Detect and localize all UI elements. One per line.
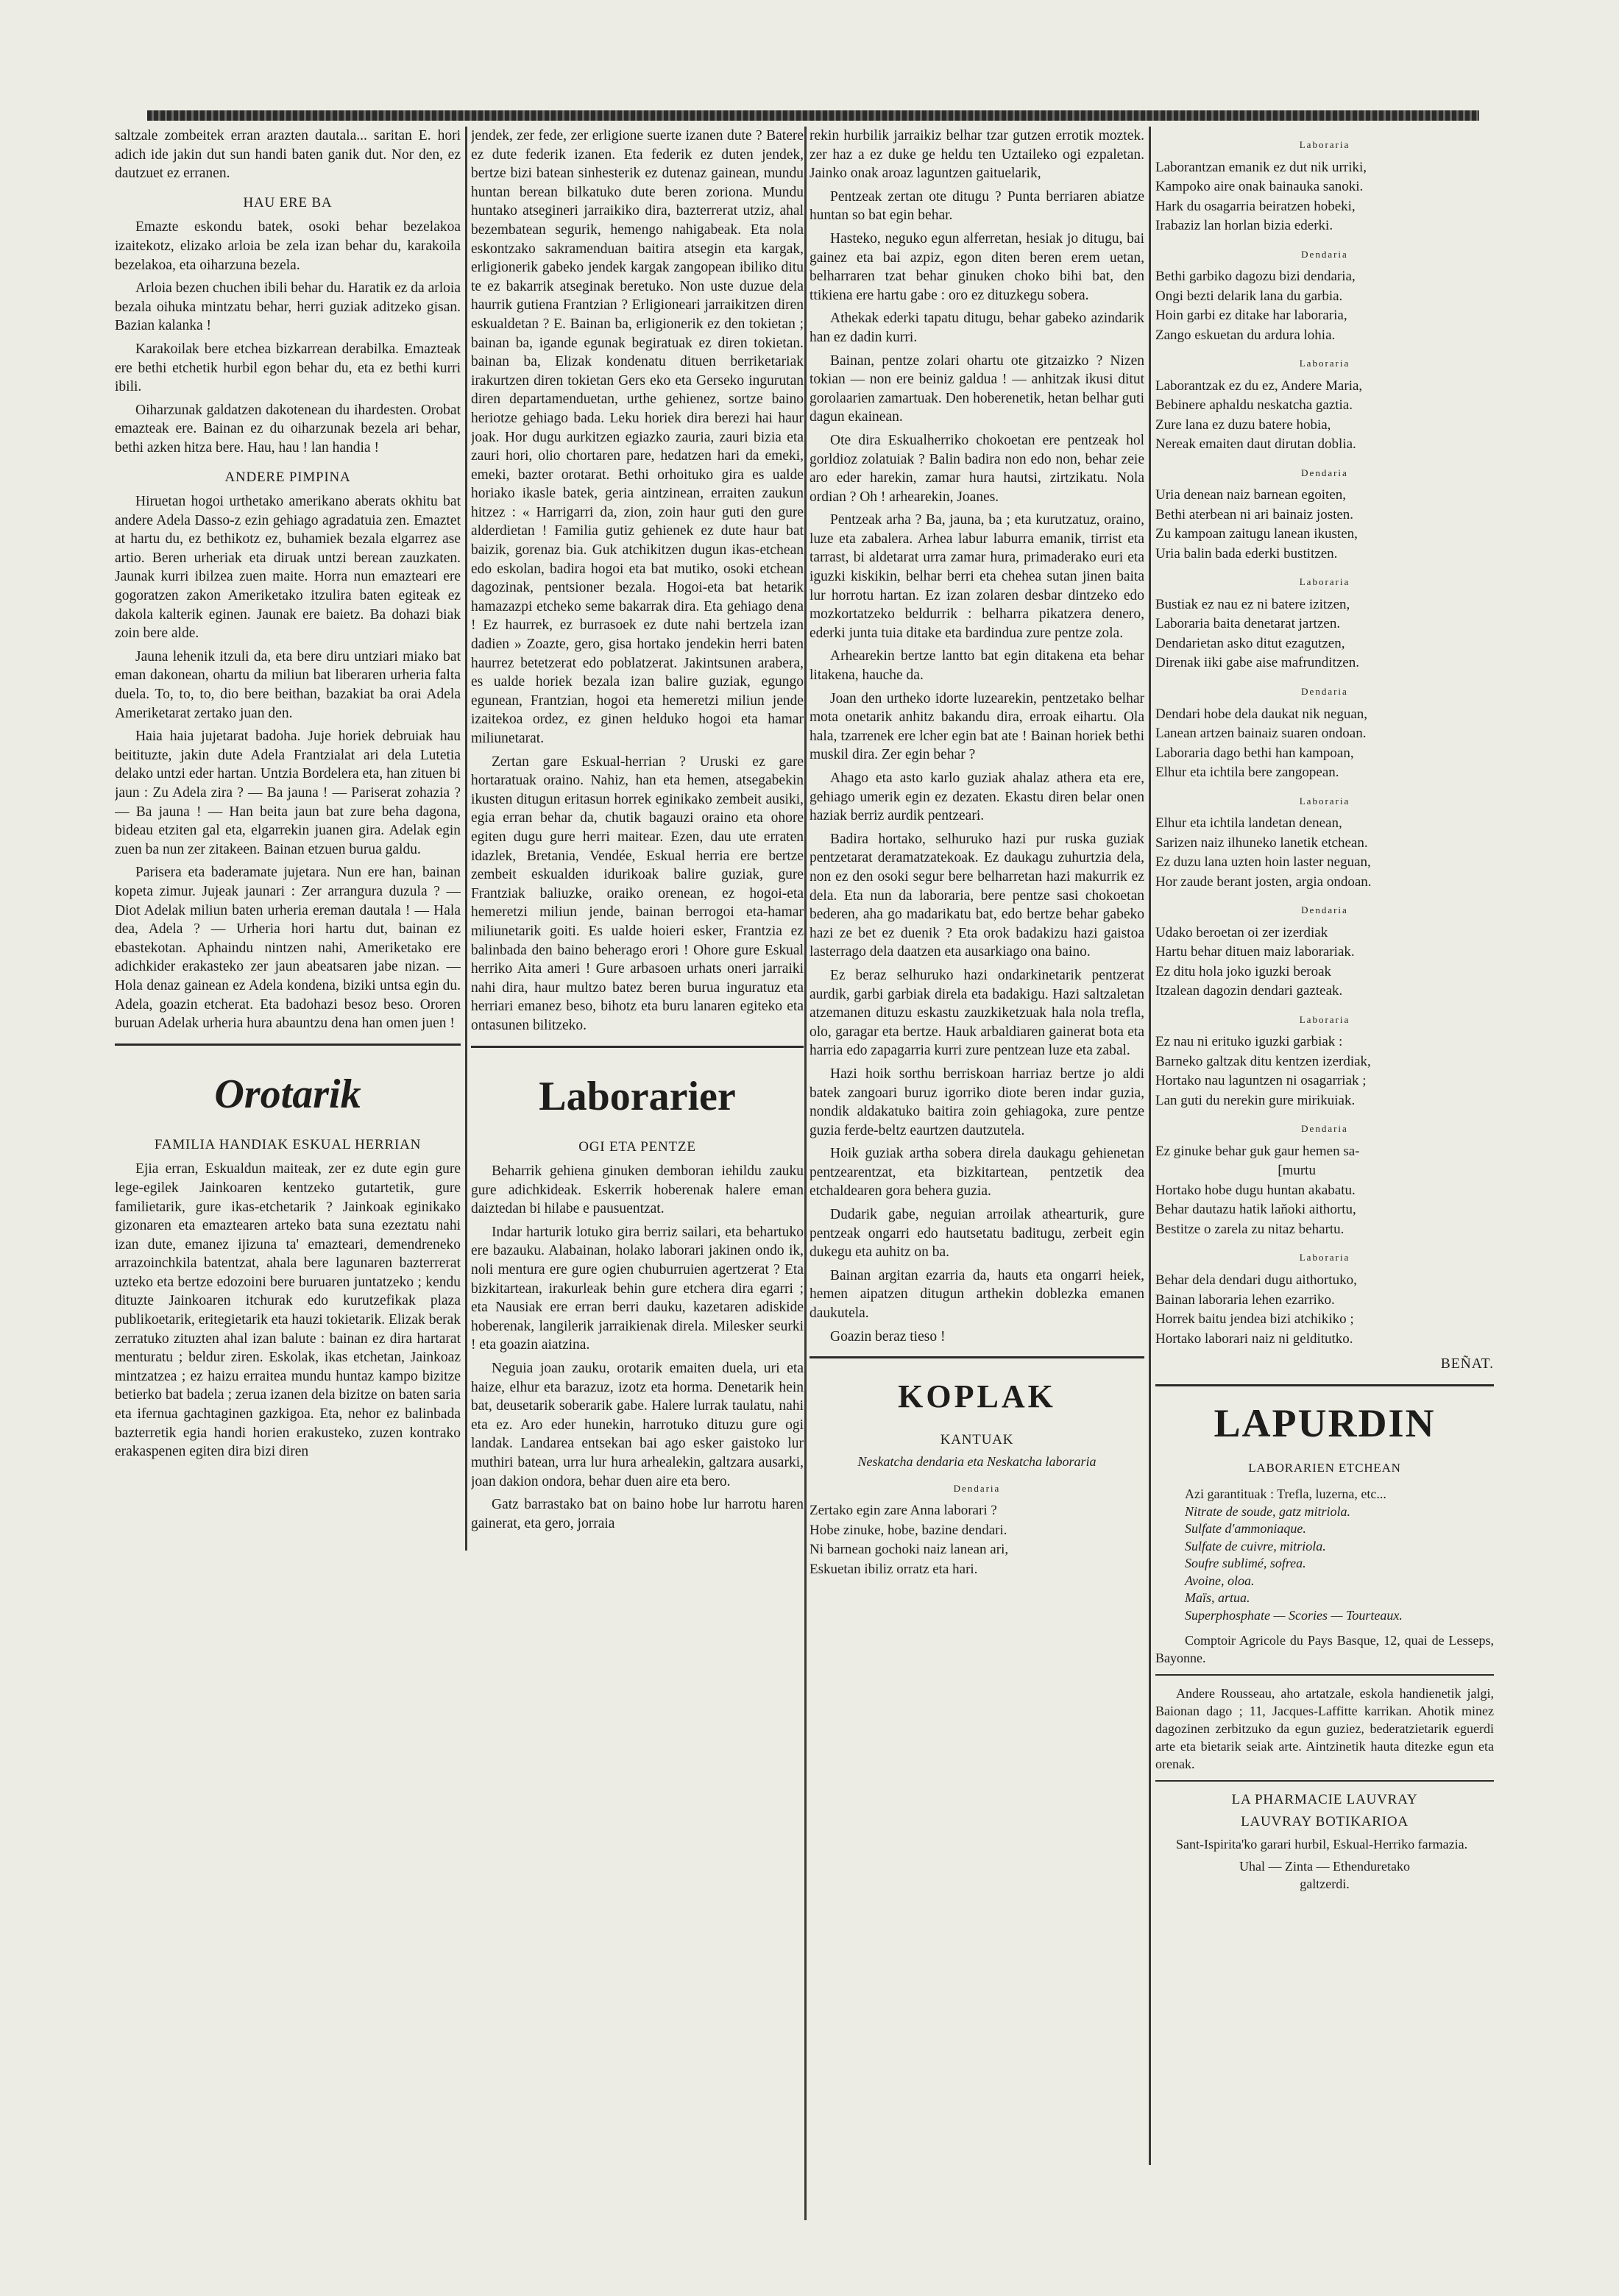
paragraph: Gatz barrastako bat on baino hobe lur harrotu haren gainerat, eta gero, jorraia (471, 1497, 804, 1531)
verse-line: Laborantzan emanik ez dut nik urriki, (1155, 159, 1367, 175)
ad-heading: LA PHARMACIE LAUVRAY (1231, 1792, 1418, 1808)
verse-line: Hobe zinuke, hobe, bazine dendari. (810, 1522, 1007, 1538)
verse-line: Eskuetan ibiliz orratz eta hari. (810, 1561, 978, 1577)
verse-line: Bethi garbiko dagozu bizi dendaria, (1155, 269, 1356, 285)
section-rule (1155, 1674, 1494, 1676)
verse-line: Ez nau ni erituko iguzki garbiak : (1155, 1034, 1343, 1050)
paragraph: Ejia erran, Eskualdun maiteak, zer ez dute egin gure lege-egilek Jainkoaren kentzeko gutartetik, gure familietarik, gure ikas-etchetarik ? Jainkoak eginikako gizonaren eta emaztearen arteko bata suna ezeztatu nahi izan dute, emanez ijizuna ta' emazteari, demendreneko arrazoinchkila batentzat, ahala bere lagunaren bazterrerat uzteko eta bertze edozoini bere buruaren juntatzeko ; kendu dituzte Jainkoaren itchurak edo kurutzefikak plaza publikoetarik, eritegietarik eta hauzi tokietarik. Elizak berak zerratuko zituzten ahal izan balute : bainan ez dira hartarat menturatu ; beldur ziren. Eskolak, ikas etchetan, Jainkoaz mintzatzea ; ez haizu erraitea mundu huntaz kampo bizitze betierko bat badela ; zerua izanen dela bizitze on baten saria eta ifernua gachtaginen gazkigoa. Eta, nehor ez balinbada bazterretik egia handi horien erakusteko, zuzen kontrako erakaspenen egiten dira bizi diren (115, 1161, 461, 1460)
speaker-label: Laboraria (1299, 139, 1350, 150)
paragraph: jendek, zer fede, zer erligione suerte izanen dute ? Batere ez dute federik izanen. Eta federik ez duten jendek, bertze bizi batean sinhesterik ez dutenaz gainean, mundu huntan berean bilkatuko dute beren zoriona. Mundu huntako atsegineri jarraikiko dira, bazterrerat utziz, ahal bezembatean segurik, hemengo nahigabeak. Eta nola eskontzako sakramenduan baitira atsegin eta kargak, erligionerik gabeko jendek kargak zangopean ibiliko ditu te ez bakarrik atseginak beretuko. Non uste duzue dela haurrik gutiena Frantzian ? Erligioneari jarraikitzen diren eskualdetan ? E. Bainan ba, erligionerik ez den tokietan ; bainan ba, igande egunak begiratuak ez diren tokietan. bainan ba, Elizak kondenatu dituen berriketariak irakurtzen diren tokietan Gers eko eta Gerseko ingurutan diren departamenduetan, urthe gehienez, sortze baino heriotze gehiago bada. Leku horiek dira berezi hai haur joak. Hor dugu aurkitzen egiazko zauria, zauri bizia eta zauri hori, olio chortaren pare, hedatzen hari da emeki, emeki, bazter orotarat. Bethi orhoituko gira es ualde horiako ikasle batek, geria aintzinean, erraiten zaukun hitzez : « Harrigarri da, zion, zoin haur guti den gure alderdietan ! Familia gutiz gehienek ez dute haur bat baizik, gorenaz bia. Guk atchikitzen dugun ikas-etchean edo eskolan, badira hogoi eta bat mutiko, osoki etchean dagozinak, pentsioner bezala. Hogoi-eta bat hetarik hamazazpi etcheko seme bakarrak dira. Eta gehiago dena ! Ez haurrek, ez burrasoek ez dute nahi bertzela izan dadien » Zoazte, gero, gisa hortako jendekin herri baten haurrez betetzerat edo poblatzerat. Jakintsunen arabera, es ualde horiek bezala izan balire guziak, egungo egunean, Frantzian, hogoi eta hemeretzi miliun jende izaitekoa ordez, ez ginen helduko hogoi eta hamar miliunetarat. (471, 128, 804, 746)
verse-line: Hortako hobe dugu huntan akabatu. (1155, 1182, 1356, 1198)
ad-line: Maïs, artua. (1185, 1590, 1250, 1606)
verse-line: Dendari hobe dela daukat nik neguan, (1155, 706, 1368, 722)
ad-items (1185, 1503, 1494, 1625)
paragraph: Hazi hoik sorthu berriskoan harriaz bertze jo aldi batek zangoari buruz igorriko diote beren indar guzia, nondik aldakatuko baitira zoin gehiagoka, zure pentze guzia ferde-beltz eaurtzen dautzutela. (810, 1066, 1144, 1138)
article-heading: OGI ETA PENTZE (578, 1138, 696, 1155)
verse-line: Bebinere aphaldu neskatcha gaztia. (1155, 397, 1353, 414)
paragraph: Hiruetan hogoi urthetako amerikano aberats okhitu bat andere Adela Dasso-z ezin gehiago agradatuia zen. Emaztet at hartu du, ez bethikotz ez, buhamiek bezala elgarrez ase artio. Beren urheriak eta diruak untzi berean zauzkaten. Jaunak kurri ibilzea zuen maite. Horra nun emazteari ere gogoratzen zakon Ameriketako itzulira baten egiteak ez dakola kalterik eginen. Jaunak ere baietz. Ba dohazi biak zoin bere alde. (115, 494, 461, 642)
verse-stanzas (1155, 135, 1494, 1349)
speaker-label: Dendaria (1301, 685, 1348, 697)
verse-line: Zu kampoan zaitugu lanean ikusten, (1155, 526, 1358, 542)
ad-text: Sant-Ispirita'ko garari hurbil, Eskual-Herriko farmazia. (1176, 1837, 1468, 1852)
verse-line: Udako beroetan oi zer izerdiak (1155, 924, 1328, 940)
paragraph: Pentzeak arha ? Ba, jauna, ba ; eta kurutzatuz, oraino, luze eta zabalera. Arhea labur laburra emanik, tirrist eta tarrast, bi aldetarat urra zamar hura, primaderako euri eta iguzki kiskikin, belhar berri eta chehea sutan jinen baita lur horrotu hartan. Ez izan zolaren desbar dintzeko edo mozkortatzeko beldurrik : belharra pikatzera denero, ederki junta tuia ditake eta bardindua zure pentze zola. (810, 512, 1144, 641)
verse-line: Hortako nau laguntzen ni osagarriak ; (1155, 1073, 1367, 1089)
verse-line: Laboraria baita denetarat jartzen. (1155, 616, 1341, 632)
verse-line: Dendarietan asko ditut ezagutzen, (1155, 635, 1345, 651)
paragraph: Ote dira Eskualherriko chokoetan ere pentzeak hol gorldioz zolatuiak ? Balin badira non edo non, behar zeie aro eder harekin, zamar hura hautsi, zirtzikatu. Nola ordian ? Oh ! arhearekin, Joanes. (810, 432, 1144, 505)
paragraph: Ahago eta asto karlo guziak ahalaz athera eta ere, gehiago umerik egin ez dezaten. Ekastu diren belar onen haziak berriz aurdik pentzeari. (810, 770, 1144, 824)
verse-stanza (810, 1501, 1144, 1579)
section-heading: HAU ERE BA (243, 194, 333, 210)
paragraph: Karakoilak bere etchea bizkarrean derabilka. Emazteak ere bethi etchetik hurbil egon behar du, eta ez bethi kurri ibili. (115, 341, 461, 395)
verse-line: Zure lana ez duzu batere hobia, (1155, 417, 1331, 433)
column-1 (115, 127, 461, 2264)
section-heading: ANDERE PIMPINA (224, 469, 351, 485)
ad-line: Avoine, oloa. (1185, 1573, 1255, 1588)
section-rule (471, 1046, 804, 1048)
paragraph: Arloia bezen chuchen ibili behar du. Haratik ez da arloia bezala oihuka mintzatu behar, herri guziak aditzeko gisan. Bazian kalanka ! (115, 280, 461, 334)
speaker-label: Laboraria (1299, 795, 1350, 807)
ad-heading: LABORARIEN ETCHEAN (1248, 1460, 1401, 1475)
verse-line: Hor zaude berant josten, argia ondoan. (1155, 874, 1372, 890)
verse-line: [murtu (1155, 1163, 1316, 1179)
paragraph: Neguia joan zauku, orotarik emaiten duela, uri eta haize, elhur eta barazuz, izotz eta horma. Denetarik hein bat, deusetarik soberarik gabe. Halere lurrak taulatu, nahi eta ez. Aro eder hunekin, harrotuko dituzu gure ogi landak. Landarea entsekan bai ago esker gaistoko lur muthiri batean, urra lur hura arhealekin, galtzara ausarki, joan dakion ondora, behar duen aire eta bero. (471, 1361, 804, 1489)
paragraph: Beharrik gehiena ginuken demboran iehildu zauku gure adichkideak. Eskerrik hoberenak halere eman daiztedan bi hilabe e pausuentzat. (471, 1163, 804, 1217)
ad-line: Soufre sublimé, sofrea. (1185, 1556, 1306, 1571)
verse-line: Bestitze o zarela zu nitaz behartu. (1155, 1221, 1345, 1237)
paragraph: Pentzeak zertan ote ditugu ? Punta berriaren abiatze huntan so bat egin behar. (810, 188, 1144, 224)
speaker-label: Dendaria (1301, 1123, 1348, 1135)
paragraph: Indar harturik lotuko gira berriz sailari, eta behartuko ere bazauku. Alabainan, holako laborari jakinen ondo ik, noli mentura ere gure ogien chuburruien agertzerat ? Eta bizkitartean, irakurleak behin gure etchera dira egarri ; eta Nausiak ere erran berri dauku, kazetaren adiskide hoberenak, langilerik jarraikienak direla. Milesker seurki ! eta goazin aiatzina. (471, 1224, 804, 1353)
verse-line: Nereak emaiten daut dirutan doblia. (1155, 436, 1356, 453)
verse-line: Behar dela dendari dugu aithortuko, (1155, 1272, 1357, 1289)
paragraph: Dudarik gabe, neguian arroilak athearturik, gure pentzeak ongarri edo hautsetatu baditugu, zerbeit egin dukegu eta auhitz on ba. (810, 1207, 1144, 1261)
speaker-label: Dendaria (1301, 467, 1348, 478)
ad-heading: LAUVRAY BOTIKARIOA (1241, 1813, 1409, 1829)
verse-line: Bainan laboraria lehen ezarriko. (1155, 1292, 1335, 1308)
paragraph: Ez beraz selhuruko hazi ondarkinetarik pentzerat aurdik, garbi garbiak direla eta badakigu. Hazi saltzaletan atzemanen dituzu eskastu zauzkiketzuak hala nola trefla, olo, garagar eta bertze. Hauk arbaldiaren gainerat bota eta harria edo zapagarria kurri zure pentzean luze eta zabal. (810, 967, 1144, 1059)
paragraph: Emazte eskondu batek, osoki behar bezelakoa izaitekotz, elizako arloia be zela izan behar du, karakoila bezelakoa, eta oiharzuna bezela. (115, 219, 461, 273)
speaker-label: Dendaria (1301, 904, 1348, 916)
signature: BEÑAT. (1440, 1356, 1494, 1372)
speaker-label: Dendaria (953, 1482, 1001, 1494)
section-title-koplak: KOPLAK (898, 1378, 1056, 1415)
verse-line: Laboraria dago bethi han kampoan, (1155, 745, 1354, 761)
verse-line: Hartu behar dituen maiz laborariak. (1155, 944, 1355, 960)
paragraph: Badira hortako, selhuruko hazi pur ruska guziak pentzetarat deramatzatekoak. Ez daukagu zuhurtzia dela, non ez den osoki segur bere belharretan hazi makurrik ez dela. Eta nun da laboraria, bere pentze sasi chokoetan bederen, aha go madarikatu bat, edo bertze behar gabeko hazi ze bet ez duenik ? Eta orok badakizu hazi gaistoa lasterrago dela daatzen eta ausarkiago ona baino. (810, 831, 1144, 960)
paragraph: Parisera eta baderamate jujetara. Nun ere han, bainan kopeta zimur. Jujeak jaunari : Zer arrangura duzula ? — Diot Adelak miliun baten urheria ereman dautala ! — Hala dea, Adela ? — Urheria hori hartu dut, bainan ez ebastekotan. Aphaindu nintzen nahi, Ameriketako ere adichkider erakasteko zer jaun abeatsaren jabe nizan. — Hola denaz gainean ez Adela kondena, biziki untsa egin du. Adela, goazin etcherat. Eta badohazi besoz beso. Ororen buruan Adelak urheria hura abauntzu dena han omen juen ! (115, 865, 461, 1032)
paragraph: Joan den urtheko idorte luzearekin, pentzetako belhar mota onetarik anhitz bakandu dira, erroak eihartu. Ola hala, tzarrenek ere lcher egin bat ate ! Bainan horiek bethi muskil dira. Zer egin behar ? (810, 690, 1144, 763)
section-title-orotarik: Orotarik (214, 1071, 361, 1117)
verse-line: Elhur eta ichtila bere zangopean. (1155, 765, 1339, 781)
verse-line: Ongi bezti delarik lana du garbia. (1155, 288, 1343, 304)
verse-line: Bethi aterbean ni ari bainaiz josten. (1155, 506, 1354, 522)
paragraph: Hoik guziak artha sobera direla daukagu gehienetan pentzearentzat, eta bizkitartean, pentzetik dea etchaldearen gora behera guzia. (810, 1146, 1144, 1200)
column-divider (804, 127, 807, 2220)
ad-text: galtzerdi. (1300, 1877, 1350, 1892)
section-title-lapurdin: LAPURDIN (1214, 1400, 1436, 1445)
column-divider (1149, 127, 1151, 2165)
column-divider (465, 127, 467, 1551)
column-4 (1155, 127, 1494, 2264)
paragraph: Jauna lehenik itzuli da, eta bere diru untziari miako bat eman dakonean, ohartu da miliun bat liberaren urheria falta duela. To, to, to, dio bere beithan, bazakiat ba orai Adela Ameriketarat zertako juan den. (115, 648, 461, 721)
article-heading: KANTUAK (940, 1432, 1014, 1448)
verse-line: Uria balin bada ederki bustitzen. (1155, 545, 1338, 561)
verse-line: Direnak iiki gabe aise mafrunditzen. (1155, 655, 1359, 671)
speaker-label: Laboraria (1299, 1252, 1350, 1264)
verse-line: Kampoko aire onak bainauka sanoki. (1155, 179, 1364, 195)
paragraph: Goazin beraz tieso ! (830, 1328, 946, 1344)
article-subtitle: Neskatcha dendaria eta Neskatcha laboraria (857, 1453, 1097, 1469)
verse-line: Hortako laborari naiz ni gelditutko. (1155, 1331, 1353, 1347)
verse-line: Behar dautazu hatik laňoki aithortu, (1155, 1202, 1356, 1218)
paragraph: Oiharzunak galdatzen dakotenean du ihardesten. Orobat emazteak ere. Bainan ez du oiharzunak bezela ari behar, bethi azken hitza bere. Hau, hau ! lan handia ! (115, 402, 461, 456)
verse-line: Sarizen naiz ilhuneko lanetik etchean. (1155, 835, 1368, 851)
section-rule (115, 1044, 461, 1046)
speaker-label: Laboraria (1299, 576, 1350, 588)
verse-line: Elhur eta ichtila landetan denean, (1155, 815, 1342, 832)
paragraph: rekin hurbilik jarraikiz belhar tzar gutzen errotik moztek. zer haz a ez duke ge heldu ten Uztaileko ogi ezpaletan. Jainko onak aroaz laguntzen gaituelarik, (810, 128, 1144, 182)
verse-line: Uria denean naiz barnean egoiten, (1155, 487, 1347, 503)
verse-line: Zertako egin zare Anna laborari ? (810, 1503, 997, 1519)
verse-line: Barneko galtzak ditu kentzen izerdiak, (1155, 1053, 1371, 1069)
paragraph: saltzale zombeitek erran arazten dautala... saritan E. hori adich ide jakin dut sun handi baten ganik dut. Nor den, ez dautzuet ez erranen. (115, 128, 461, 182)
column-2 (471, 127, 804, 2264)
verse-line: Ez ditu hola joko iguzki beroak (1155, 963, 1332, 979)
verse-line: Zango eskuetan du ardura lohia. (1155, 327, 1336, 343)
section-rule (810, 1356, 1144, 1358)
verse-line: Horrek baitu jendea bizi atchikiko ; (1155, 1311, 1354, 1328)
verse-line: Hark du osagarria beiratzen hobeki, (1155, 198, 1356, 214)
speaker-label: Dendaria (1301, 248, 1348, 260)
verse-line: Itzalean dagozin dendari gazteak. (1155, 983, 1343, 999)
ad-product-list (1155, 1486, 1494, 1624)
ad-line: Sulfate de cuivre, mitriola. (1185, 1538, 1326, 1553)
verse-line: Laborantzak ez du ez, Andere Maria, (1155, 378, 1363, 394)
ad-line: Sulfate d'ammoniaque. (1185, 1521, 1306, 1537)
verse-line: Hoin garbi ez ditake har laboraria, (1155, 308, 1347, 324)
verse-line: Ni barnean gochoki naiz lanean ari, (810, 1542, 1009, 1558)
ad-line: Nitrate de soude, gatz mitriola. (1185, 1503, 1350, 1519)
ad-line: Azi garantituak : Trefla, luzerna, etc... (1185, 1487, 1386, 1502)
ad-text: Comptoir Agricole du Pays Basque, 12, quai de Lesseps, Bayonne. (1155, 1633, 1494, 1666)
paragraph: Bainan argitan ezarria da, hauts eta ongarri heiek, hemen aipatzen ditugun arthekin doblezka emanen daukutela. (810, 1267, 1144, 1322)
paragraph: Bainan, pentze zolari ohartu ote gitzaizko ? Nizen tokian — non ere beiniz galdua ! — anhitzak ikusi ditut gorolaarien zamartuak. Den hoberenetik, hetan belhar guti dagun ekainean. (810, 352, 1144, 425)
ad-text: Andere Rousseau, aho artatzale, eskola handienetik jalgi, Baionan dago ; 11, Jacques-Laffitte karrikan. Ahotik minez dagozinen zerbitzuko da egun guziez, bederatzietarik eguerdi arte eta bietarik seiak arte. Aintzinetik hauta ditezke egun eta orenak. (1155, 1686, 1494, 1772)
speaker-label: Laboraria (1299, 1013, 1350, 1025)
ad-line: Superphosphate — Scories — Tourteaux. (1185, 1607, 1403, 1623)
verse-line: Irabaziz lan horlan bizia ederki. (1155, 218, 1333, 234)
column-3 (810, 127, 1144, 2264)
verse-line: Bustiak ez nau ez ni batere izitzen, (1155, 596, 1350, 612)
verse-line: Ez duzu lana uzten hoin laster neguan, (1155, 854, 1371, 871)
verse-line: Ez ginuke behar guk gaur hemen sa- (1155, 1143, 1360, 1159)
paragraph: Arhearekin bertze lantto bat egin ditakena eta behar litakena, hauche da. (810, 648, 1144, 684)
ad-text: Uhal — Zinta — Ethenduretako (1239, 1859, 1410, 1874)
speaker-label: Laboraria (1299, 358, 1350, 369)
section-title-laborarier: Laborarier (539, 1073, 736, 1119)
verse-line: Lan guti du nerekin gure mirikuiak. (1155, 1092, 1356, 1108)
top-rule (147, 110, 1479, 121)
section-rule (1155, 1384, 1494, 1386)
paragraph: Haia haia jujetarat badoha. Juje horiek debruiak hau beitituzte, jakin dute Adela Frantzialat ari dela Lutetia delako untzi eder hartan. Untzia Bordelera eta, han zituen bi jaun : Zu Adela zira ? — Ba jauna ! — Pariserat zohazia ? — Ba jauna ! — Han beita jaun bat zure beha dagona, bideau etziten gal eta, elgarrekin juanen gira. Adelak egin zuen ba nun zer zitakeen. Bainan etzuen burua galdu. (115, 729, 461, 857)
paragraph: Hasteko, neguko egun alferretan, hesiak jo ditugu, bai gainez eta bai azpiz, egon diten beren erem uetan, belharraren tzat behar ginuken choko bihi bat, den ttikiena ere hartu gabe : oro ez dituzkegu sobera. (810, 230, 1144, 303)
article-heading: FAMILIA HANDIAK ESKUAL HERRIAN (154, 1136, 422, 1152)
paragraph: Zertan gare Eskual-herrian ? Uruski ez gare hortaratuak oraino. Nahiz, han eta hemen, atsegabekin ikusten ditugun eritasun horrek eginikako zembeit ausiki, egia erran behar da, chutik bagauzi oraino eta ohore egiten dugu gure herri maitear. Ezen, dau ute erraten idazlek, Bretania, Vendée, Eskual herria ere bertze zembeit eskualden idurikoak balire guziak, gure Frantziak baliuzke, oraiko orenean, ez hogoi-eta hemeretzi miliun jende, bainan berrogoi eta-hamar miliunetarik goiti. Es ualde hoieri esker, Frantzia ez balinbada den baino beherago erori ! Ohore gure Eskual herriko Aita ameri ! Gure arbasoen urhats oneri jarraiki nahi dira, haur multzo batez beren burua inguratuz eta herriari emanez beso, bihotz eta buru lanaren egiteko eta ontasunen bilitzeko. (471, 754, 804, 1033)
verse-line: Lanean artzen bainaiz suaren ondoan. (1155, 726, 1367, 742)
paragraph: Athekak ederki tapatu ditugu, behar gabeko azindarik han ez dadin kurri. (810, 311, 1144, 345)
section-rule (1155, 1780, 1494, 1782)
